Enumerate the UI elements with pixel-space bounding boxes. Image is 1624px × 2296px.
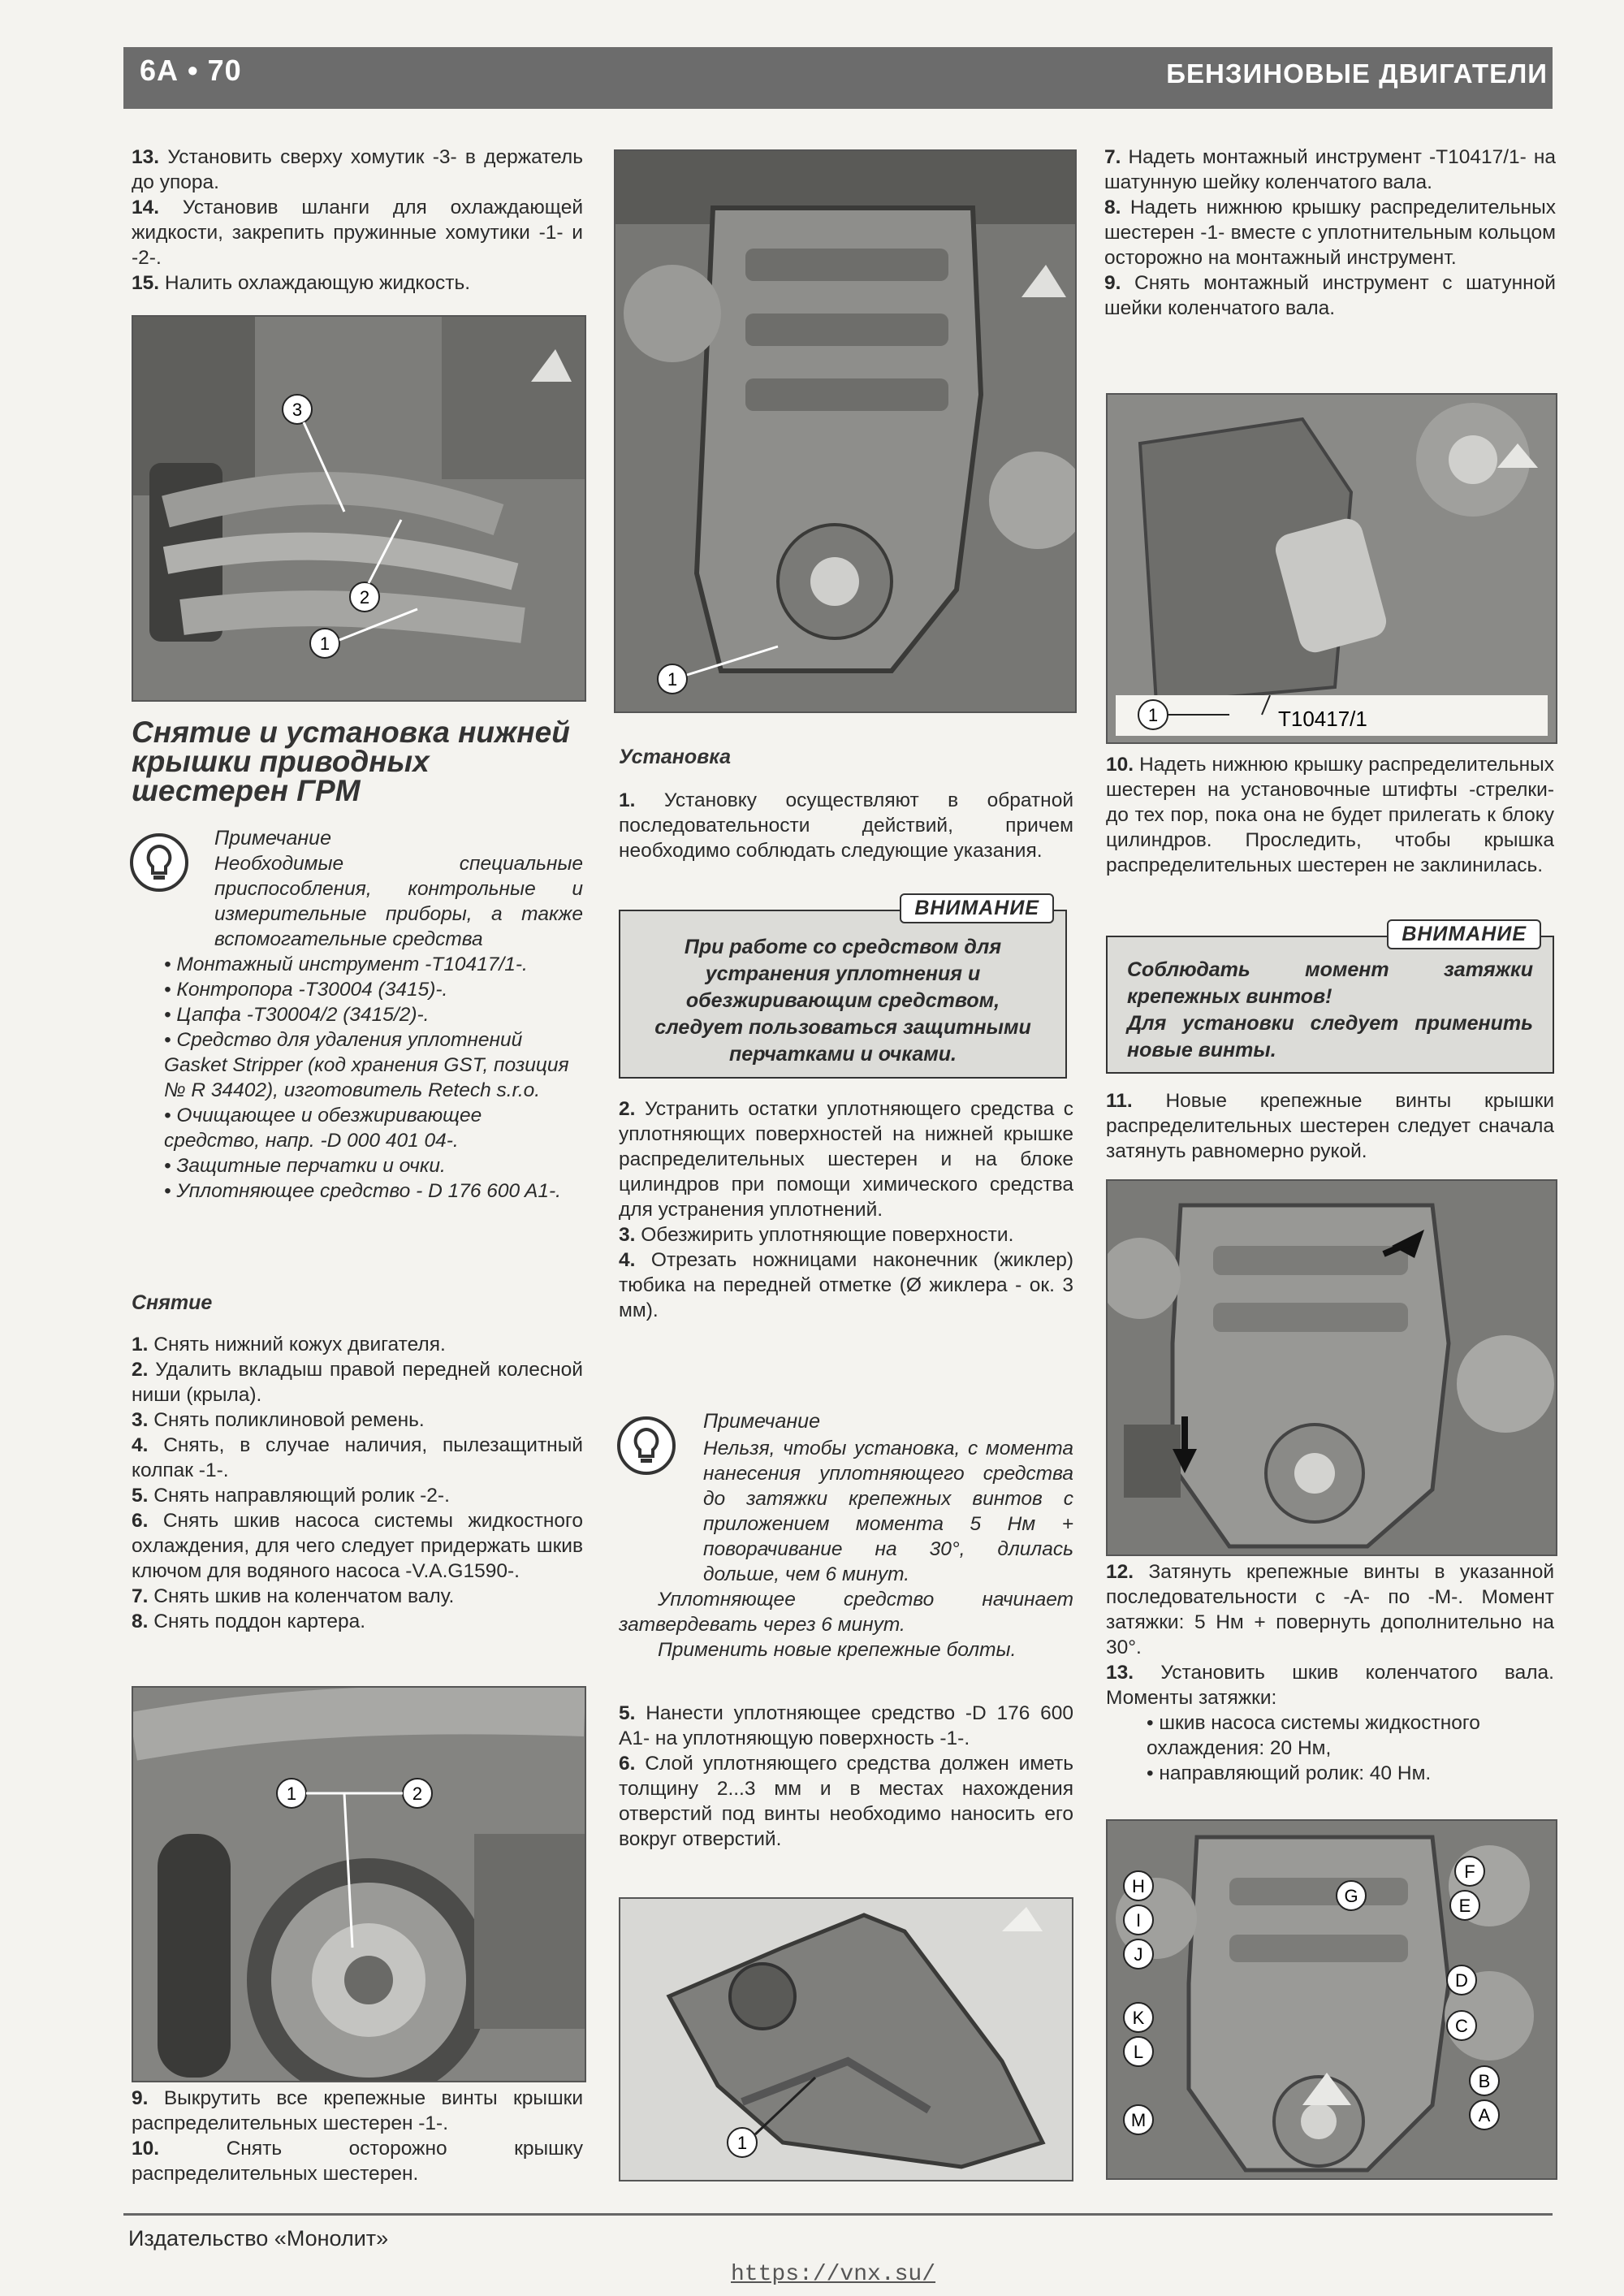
note2-body: Нельзя, чтобы установка, с момента нанесения уплотняющего средства до затяжки крепежных винтов с приложением момента 5 Нм + поворачивание на 30°, длилась дольше, чем 6 минут. Уплотняющее средство начинает затвердевать через 6 минут. Применить новые крепежные болты.: [619, 1438, 1073, 1661]
source-url-link[interactable]: https://vnx.su/: [731, 2262, 936, 2287]
callout-I: I: [1135, 1910, 1142, 1931]
publisher-name: Издательство «Монолит»: [128, 2226, 389, 2251]
step-5: 5. Нанести уплотняющее средство -D 176 600 A1- на уплотняющую поверхность -1-.: [619, 1702, 1073, 1749]
callout-1: 1: [319, 633, 330, 654]
removal-step: 6. Снять шкив насоса системы жидкостного охлаждения, для чего следует придержать шкив ключом для водяного насоса -V.A.G1590-.: [132, 1510, 584, 1582]
photo-tightening-sequence: [1106, 1819, 1557, 2180]
callout-H: H: [1132, 1876, 1145, 1896]
note1-item: • Очищающее и обезжиривающее средство, напр. -D 000 401 04-.: [164, 1105, 482, 1152]
callout-C: C: [1455, 2016, 1468, 2036]
callout-A: A: [1478, 2105, 1491, 2125]
col3-mid2-steps: [1106, 1088, 1554, 1164]
callout-M: M: [1130, 2110, 1147, 2130]
step-3: 3. Обезжирить уплотняющие поверхности.: [619, 1224, 1014, 1246]
note2-title: Примечание: [703, 1410, 820, 1433]
callout-1: 1: [736, 2133, 748, 2153]
callout-K: K: [1132, 2008, 1145, 2028]
removal-step: 5. Снять направляющий ролик -2-.: [132, 1485, 450, 1507]
callout-D: D: [1455, 1970, 1468, 1991]
page-number-badge: 6А • 70: [140, 54, 242, 87]
removal-step: 4. Снять, в случае наличия, пылезащитный колпак -1-.: [132, 1434, 583, 1481]
callout-2: 2: [359, 587, 370, 608]
note1-item: • Защитные перчатки и очки.: [164, 1155, 446, 1177]
callout-1: 1: [286, 1784, 297, 1804]
torque-item: • направляющий ролик: 40 Нм.: [1147, 1762, 1432, 1784]
step-2: 2. Устранить остатки уплотняющего средства с уплотняющих поверхностей на нижней крышке распределительных шестерен и на блоке цилиндров при помощи химического средства для устранения уплотнений.: [619, 1098, 1073, 1221]
callout-B: B: [1478, 2071, 1491, 2091]
callout-F: F: [1464, 1861, 1475, 1882]
photo-timing-cover: [614, 149, 1077, 713]
footer-rule: [123, 2213, 1553, 2216]
warning-box-2: ВНИМАНИЕ Соблюдать момент затяжки крепежных винтов! Для установки следует применить новые винты.: [1106, 936, 1554, 1074]
step-10: 10. Надеть нижнюю крышку распределительных шестерен на установочные штифты -стрелки- до тех пор, пока она не будет прилегать к блоку цилиндров. Проследить, чтобы крышка распределительных шестерен не заклинилась.: [1106, 754, 1554, 876]
step-4: 4. Отрезать ножницами наконечник (жиклер) тюбика на передней отметке (Ø жиклера - ок. 3 мм).: [619, 1249, 1074, 1321]
step-10: 10. Снять осторожно крышку распределительных шестерен.: [132, 2138, 583, 2185]
photo-cover-sealant: [619, 1897, 1073, 2181]
removal-step: 1. Снять нижний кожух двигателя.: [132, 1334, 446, 1356]
torque-item: • шкив насоса системы жидкостного охлаждения: 20 Нм,: [1147, 1712, 1480, 1759]
callout-1: 1: [1147, 705, 1159, 725]
note1-item: • Контропора -T30004 (3415)-.: [164, 979, 448, 1001]
chapter-title: БЕНЗИНОВЫЕ ДВИГАТЕЛИ: [1166, 58, 1548, 89]
step-12: 12. Затянуть крепежные винты в указанной последовательности с -А- по -М-. Момент затяжки: 5 Нм + повернуть дополнительно на 30°.: [1106, 1561, 1555, 1658]
install-heading: Установка: [619, 746, 732, 768]
removal-heading: Снятие: [132, 1291, 213, 1314]
col1-top-steps: [132, 145, 583, 296]
install-step-1: 1. Установку осуществляют в обратной последовательности действий, причем необходимо соблюдать следующие указания.: [619, 789, 1073, 862]
removal-step: 7. Снять шкив на коленчатом валу.: [132, 1585, 455, 1607]
step-15: 15. Налить охлаждающую жидкость.: [132, 272, 471, 294]
col3-bottom-steps: [1106, 1559, 1554, 1786]
removal-steps: [132, 1332, 583, 1634]
warning-label: ВНИМАНИЕ: [1387, 919, 1541, 949]
callout-E: E: [1458, 1896, 1471, 1916]
photo-pulley: [132, 1686, 586, 2082]
step-9: 9. Снять монтажный инструмент с шатунной шейки коленчатого вала.: [1104, 272, 1556, 319]
col1-bottom-steps: [132, 2086, 583, 2186]
col2-mid-steps: [619, 1096, 1073, 1323]
note1-item: • Уплотняющее средство - D 176 600 A1-.: [164, 1180, 561, 1202]
step-8: 8. Надеть нижнюю крышку распределительных шестерен -1- вместе с уплотнительным кольцом осторожно на монтажный инструмент.: [1104, 197, 1556, 269]
step-9: 9. Выкрутить все крепежные винты крышки распределительных шестерен -1-.: [132, 2087, 584, 2134]
step-6: 6. Слой уплотняющего средства должен иметь толщину 2...3 мм и в местах нахождения отверстий под винты необходимо наносить его вокруг отверстий.: [619, 1753, 1073, 1850]
removal-step: 2. Удалить вкладыш правой передней колесной ниши (крыла).: [132, 1359, 583, 1406]
step-14: 14. Установив шланги для охлаждающей жидкости, закрепить пружинные хомутики -1- и -2-.: [132, 197, 584, 269]
removal-step: 3. Снять поликлиновой ремень.: [132, 1409, 425, 1431]
tool-label: T10417/1: [1278, 707, 1367, 731]
callout-1: 1: [667, 669, 678, 690]
warning-label: ВНИМАНИЕ: [900, 893, 1054, 923]
col3-top-steps: [1104, 145, 1556, 321]
note1-item: • Монтажный инструмент -T10417/1-.: [164, 953, 528, 975]
callout-3: 3: [292, 400, 303, 420]
note1-title: Примечание: [214, 827, 331, 850]
step-13: 13. Установить сверху хомутик -3- в держатель до упора.: [132, 146, 583, 193]
step-13: 13. Установить шкив коленчатого вала. Моменты затяжки:: [1106, 1662, 1554, 1709]
step-11: 11. Новые крепежные винты крышки распределительных шестерен следует сначала затянуть равномерно рукой.: [1106, 1090, 1555, 1162]
callout-J: J: [1134, 1944, 1143, 1965]
photo-locating-pins: [1106, 1179, 1557, 1556]
note1-body: Необходимые специальные приспособления, контрольные и измерительные приборы, а также вспомогательные средства • Монтажный инструмент -T10417/1-. • Контропора -T30004 (3415)-. • Цапфа -T30004/2 (3415/2)-. • Средство для удаления уплотнений Gasket Stripper (код хранения GST, позиция № R 34402), изготовитель Retech s.r.o. • Очищающее и обезжиривающее средство, напр. -D 000 401 04-. • Защитные перчатки и очки. • Уплотняющее средство - D 176 600 A1-.: [164, 853, 583, 1202]
note1-item: • Цапфа -T30004/2 (3415/2)-.: [164, 1004, 430, 1026]
callout-G: G: [1344, 1886, 1358, 1906]
callout-L: L: [1133, 2042, 1144, 2062]
photo-coolant-hoses: [132, 315, 586, 702]
warning-box-1: ВНИМАНИЕ При работе со средством для устранения уплотнения и обезжиривающим средством, следует пользоваться защитными перчатками и очками.: [619, 910, 1067, 1079]
section-title: Снятие и установка нижней крышки приводных шестерен ГРМ: [132, 716, 570, 807]
callout-2: 2: [412, 1784, 423, 1804]
photo-mounting-tool: [1106, 393, 1557, 744]
col3-mid-steps: [1106, 752, 1554, 878]
removal-step: 8. Снять поддон картера.: [132, 1611, 366, 1632]
step-7: 7. Надеть монтажный инструмент -T10417/1- на шатунную шейку коленчатого вала.: [1104, 146, 1556, 193]
col2-bottom-steps: [619, 1701, 1073, 1852]
note1-item: • Средство для удаления уплотнений Gasket Stripper (код хранения GST, позиция № R 34402), изготовитель Retech s.r.o.: [164, 1029, 569, 1101]
